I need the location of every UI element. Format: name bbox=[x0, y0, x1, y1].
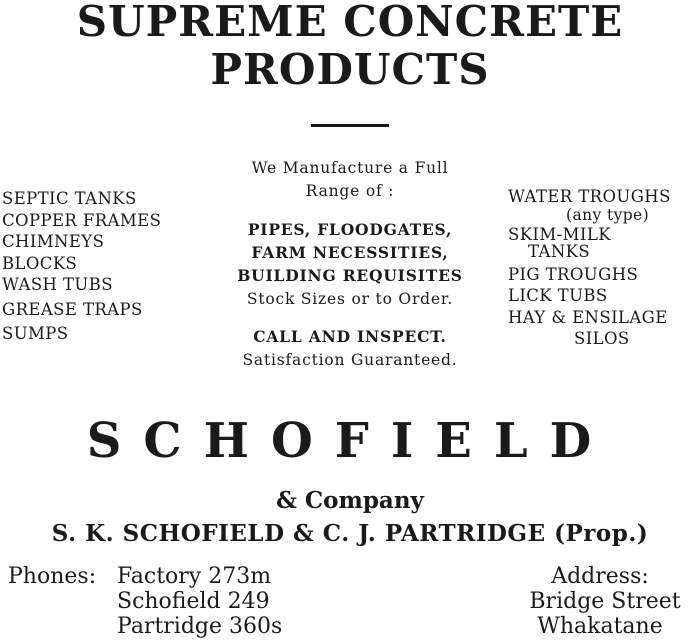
phone-factory: Factory 273m bbox=[117, 564, 272, 589]
list-item: PIG TROUGHS bbox=[508, 264, 639, 284]
center-bold-line3: BUILDING REQUISITES bbox=[237, 266, 463, 285]
phone-schofield: Schofield 249 bbox=[117, 589, 270, 614]
phones-label: Phones: bbox=[8, 564, 97, 589]
list-item: WATER TROUGHS bbox=[508, 187, 671, 206]
firm-company: & Company bbox=[276, 487, 424, 514]
phone-partridge: Partridge 360s bbox=[117, 614, 283, 639]
right-product-list bbox=[508, 186, 671, 350]
address-town: Whakatane bbox=[537, 614, 663, 639]
title-divider bbox=[311, 124, 389, 127]
list-item: SKIM-MILK bbox=[508, 224, 611, 244]
list-item: SEPTIC TANKS bbox=[2, 189, 137, 208]
center-intro-line2: Range of : bbox=[305, 182, 395, 200]
left-product-list bbox=[2, 188, 161, 345]
list-item: CHIMNEYS bbox=[2, 232, 105, 251]
center-bold-line1: PIPES, FLOODGATES, bbox=[247, 220, 453, 239]
list-item: HAY & ENSILAGE bbox=[508, 307, 668, 327]
center-call-line: CALL AND INSPECT. bbox=[253, 327, 447, 346]
center-satisfaction-line: Satisfaction Guaranteed. bbox=[242, 351, 458, 369]
list-item: GREASE TRAPS bbox=[2, 299, 143, 319]
center-stock-line: Stock Sizes or to Order. bbox=[246, 290, 454, 308]
address-street: Bridge Street bbox=[529, 589, 681, 614]
list-item: WASH TUBS bbox=[2, 275, 113, 294]
center-intro-line1: We Manufacture a Full bbox=[251, 159, 449, 177]
firm-name: SCHOFIELD bbox=[86, 413, 614, 469]
list-item: COPPER FRAMES bbox=[2, 210, 162, 230]
list-item: BLOCKS bbox=[2, 253, 78, 273]
list-item: TANKS bbox=[528, 241, 591, 261]
list-item: SUMPS bbox=[2, 324, 69, 343]
page-title-line1: SUPREME CONCRETE bbox=[76, 0, 624, 46]
list-item: LICK TUBS bbox=[508, 286, 608, 305]
address-label: Address: bbox=[551, 564, 649, 589]
page-title-line2: PRODUCTS bbox=[210, 45, 490, 94]
center-bold-line2: FARM NECESSITIES, bbox=[251, 243, 449, 262]
firm-proprietors: S. K. SCHOFIELD & C. J. PARTRIDGE (Prop.) bbox=[51, 520, 649, 547]
list-item: (any type) bbox=[566, 205, 650, 224]
list-item: SILOS bbox=[574, 329, 630, 348]
